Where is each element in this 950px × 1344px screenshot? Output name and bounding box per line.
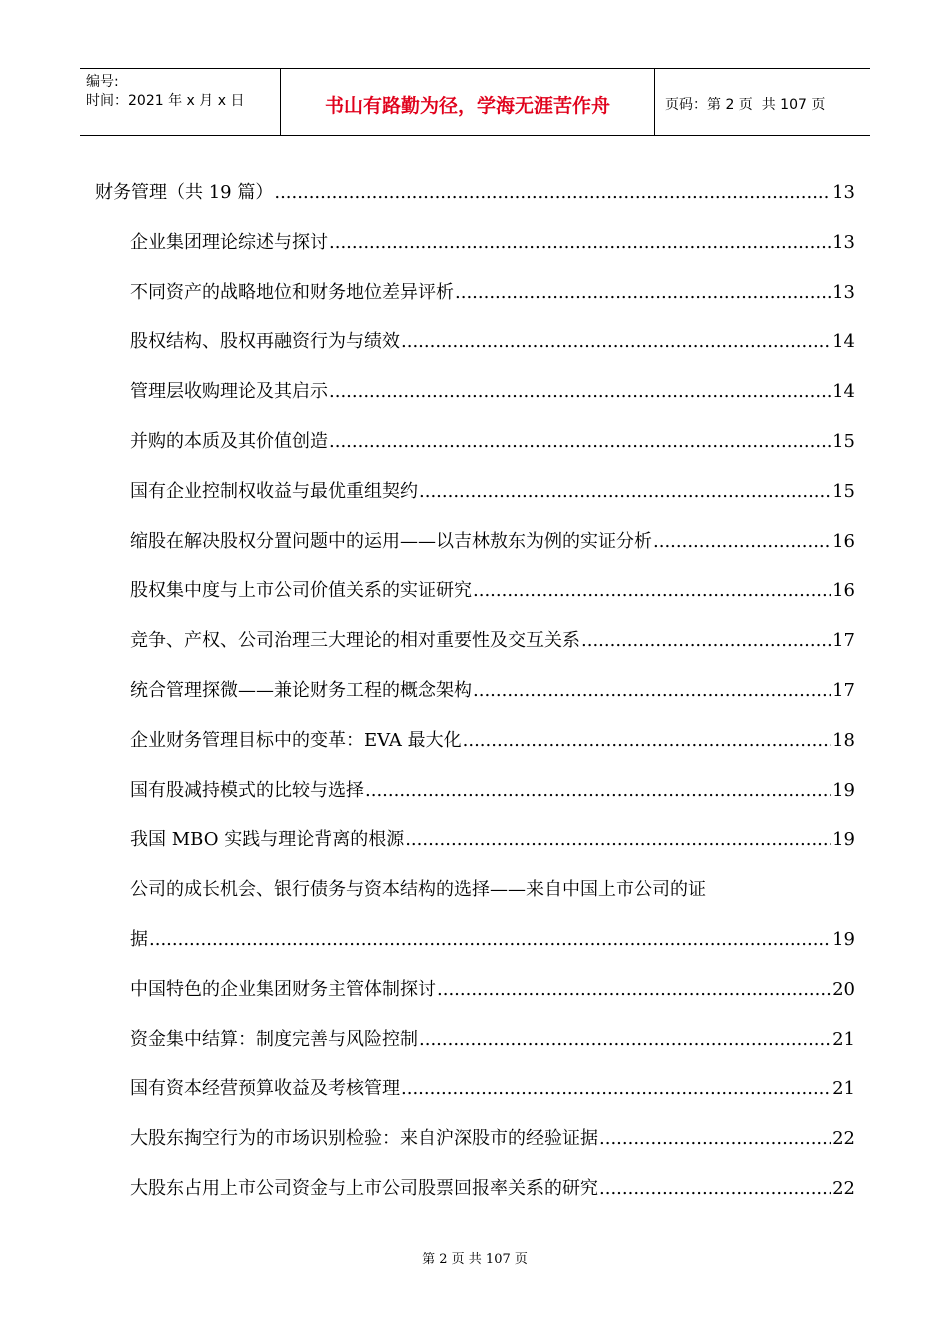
toc-page-number: 19 [832,928,855,950]
toc-leader-dots [149,923,831,957]
toc-entry-line2 [130,923,855,973]
toc-entry-title: 管理层收购理论及其启示 [130,381,328,403]
toc-entry-title: 国有企业控制权收益与最优重组契约 [130,480,418,502]
toc-entry-title: 不同资产的战略地位和财务地位差异评析 [130,281,454,303]
toc-entry-title: 统合管理探微——兼论财务工程的概念架构 [130,679,472,701]
toc-leader-dots [463,724,831,758]
toc-leader-dots [581,624,831,658]
toc-section-entry[interactable] [95,176,855,226]
toc-entry[interactable] [95,973,855,1023]
toc-entry-title-line1: 公司的成长机会、银行债务与资本结构的选择——来自中国上市公司的证 [130,879,706,901]
page-header [80,68,870,136]
toc-entry[interactable] [95,475,855,525]
toc-leader-dots [329,425,831,459]
toc-leader-dots [329,375,831,409]
toc-section-title: 财务管理（共 19 篇） [95,182,274,203]
toc-leader-dots [401,325,831,359]
toc-leader-dots [473,574,831,608]
toc-entry-title: 企业集团理论综述与探讨 [130,231,328,253]
toc-entry[interactable] [95,724,855,774]
toc-page-number: 18 [832,729,855,751]
header-motto: 书山有路勤为径，学海无涯苦作舟 [281,69,655,135]
toc-entry-title: 中国特色的企业集团财务主管体制探讨 [130,978,436,1000]
toc-entry[interactable] [95,226,855,276]
toc-page-number: 16 [832,530,855,552]
toc-page-number: 13 [832,182,855,203]
toc-leader-dots [437,973,831,1007]
toc-entry-title: 企业财务管理目标中的变革：EVA 最大化 [130,729,462,751]
page-info-text: 页码：第 2 页 共 107 页 [665,97,826,113]
toc-page-number: 21 [832,1078,855,1100]
toc-entry-title: 资金集中结算：制度完善与风险控制 [130,1028,418,1050]
number-label: 编号: [86,74,119,90]
toc-page-number: 13 [832,281,855,303]
toc-entry[interactable] [95,276,855,326]
toc-page-number: 15 [832,430,855,452]
toc-entry-title: 国有股减持模式的比较与选择 [130,779,364,801]
header-meta [80,69,281,135]
toc-entry[interactable] [95,375,855,425]
toc-leader-dots [365,774,831,808]
table-of-contents [95,176,855,1222]
toc-entry[interactable] [95,1122,855,1172]
toc-leader-dots [419,1023,831,1057]
page-footer: 第 2 页 共 107 页 [422,1252,528,1267]
toc-page-number: 16 [832,580,855,602]
toc-entry[interactable] [95,525,855,575]
toc-entry[interactable] [95,674,855,724]
toc-entry[interactable] [95,1072,855,1122]
toc-entry-title: 国有资本经营预算收益及考核管理 [130,1078,400,1100]
toc-entry-title: 我国 MBO 实践与理论背离的根源 [130,829,405,851]
toc-entry[interactable] [95,1023,855,1073]
time-label: 时间：2021 年 x 月 x 日 [86,93,245,109]
toc-leader-dots [405,823,831,857]
toc-page-number: 20 [832,978,855,1000]
toc-leader-dots [599,1172,831,1206]
toc-page-number: 19 [832,779,855,801]
toc-page-number: 14 [832,331,855,353]
toc-entry-title-line2: 据 [130,928,148,950]
toc-page-number: 17 [832,630,855,652]
header-page-info [655,69,870,135]
toc-entry[interactable] [95,624,855,674]
toc-page-number: 19 [832,829,855,851]
toc-entry-title: 大股东占用上市公司资金与上市公司股票回报率关系的研究 [130,1177,598,1199]
toc-entry-title: 竞争、产权、公司治理三大理论的相对重要性及交互关系 [130,630,580,652]
toc-entry[interactable] [95,325,855,375]
toc-page-number: 21 [832,1028,855,1050]
toc-entry-title: 股权集中度与上市公司价值关系的实证研究 [130,580,472,602]
toc-page-number: 22 [832,1128,855,1150]
toc-entry-multiline[interactable] [95,873,855,973]
toc-entry[interactable] [95,425,855,475]
toc-entry-title: 股权结构、股权再融资行为与绩效 [130,331,400,353]
toc-entry-title: 缩股在解决股权分置问题中的运用——以吉林敖东为例的实证分析 [130,530,652,552]
toc-leader-dots [329,226,831,260]
toc-entry[interactable] [95,823,855,873]
toc-entry-title: 并购的本质及其价值创造 [130,430,328,452]
toc-page-number: 13 [832,231,855,253]
toc-leader-dots [473,674,831,708]
toc-page-number: 14 [832,381,855,403]
toc-leader-dots [401,1072,831,1106]
toc-leader-dots [653,525,831,559]
toc-leader-dots [599,1122,831,1156]
toc-entry[interactable] [95,1172,855,1222]
toc-entry-title: 大股东掏空行为的市场识别检验：来自沪深股市的经验证据 [130,1128,598,1150]
toc-leader-dots [419,475,831,509]
toc-entry[interactable] [95,774,855,824]
toc-entry[interactable] [95,574,855,624]
toc-page-number: 15 [832,480,855,502]
toc-leader-dots [274,176,831,210]
toc-page-number: 17 [832,679,855,701]
toc-leader-dots [455,276,831,310]
toc-page-number: 22 [832,1177,855,1199]
